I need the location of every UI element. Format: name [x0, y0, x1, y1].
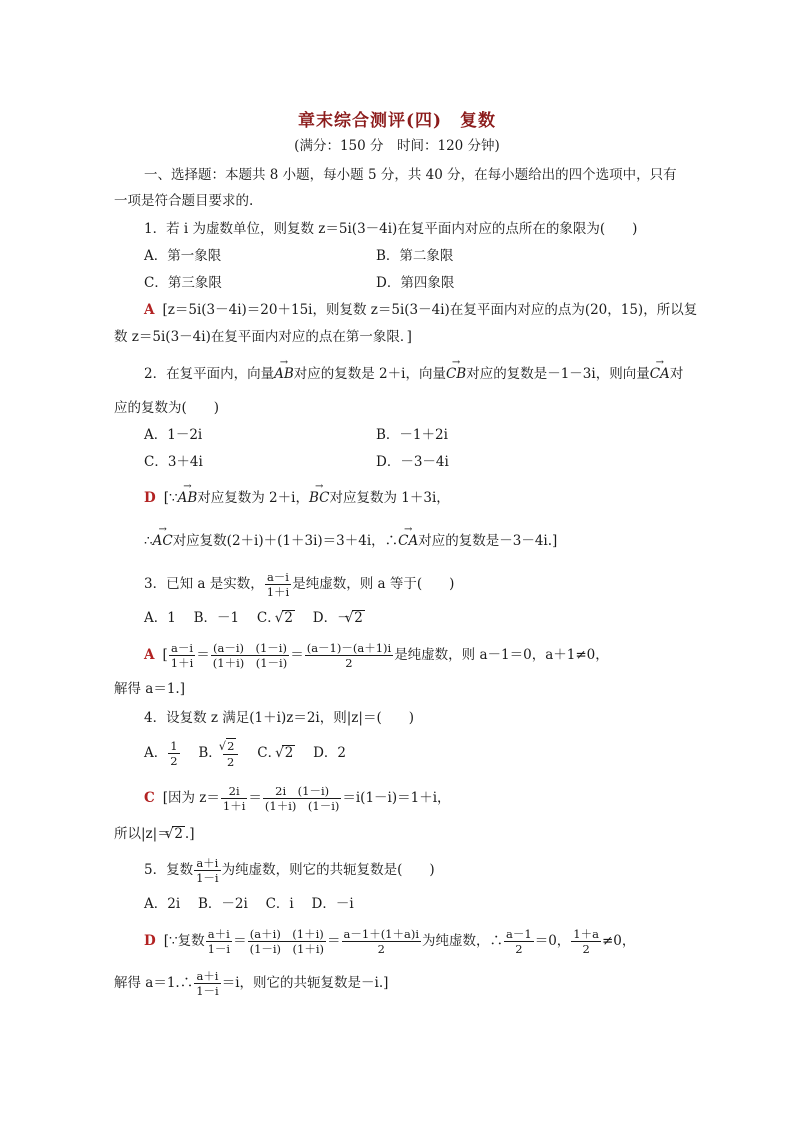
- q3-options: A．1 B．－1 C．√ 2 D．－√ 2: [144, 608, 365, 628]
- section-heading-cont: 一项是符合题目要求的.: [114, 193, 254, 209]
- q5-options: A．2i B．－2i C．i D．－i: [144, 896, 354, 912]
- page-title: 章末综合测评(四) 复数: [297, 111, 497, 131]
- q4-options: A． $\frac{1}{2}$ B． √ $\frac{2}{2}$ C．√ 2 D．2: [144, 738, 346, 769]
- q5-stem: 5．复数 $\frac{a+i}{1-i}$ 为纯虚数，则它的共轭复数是( ): [144, 856, 435, 885]
- q2-option-a: A．1－2i: [144, 427, 203, 443]
- vector-ac: → AC: [153, 531, 173, 551]
- q4-answer: C: [144, 790, 155, 806]
- q3-solution-cont: 解得 a＝1.]: [114, 681, 185, 697]
- q3-answer: A: [144, 647, 155, 663]
- vector-bc: → BC: [309, 488, 330, 508]
- q1-answer: A: [144, 302, 155, 318]
- q1-option-b: B．第二象限: [376, 248, 454, 264]
- q1-option-d: D．第四象限: [376, 275, 455, 291]
- q1-stem: 1．若 i 为虚数单位，则复数 z＝5i(3－4i)在复平面内对应的点所在的象限为( ): [144, 221, 638, 237]
- q5-solution: D [∵复数 $\frac{a+i}{1-i}$ ＝ $\frac{(a+i) (1+i)}{(1-i) (1+i)}$ ＝ $\frac{a-1+(1+a)i}{2}$ 为纯虚数，∴ $\frac{a-1}{2}$ ＝0， $\frac{1+a}{2}$ ≠0，: [144, 927, 636, 956]
- q1-option-a: A．第一象限: [144, 248, 222, 264]
- q3-stem: 3．已知 a 是实数， $\frac{a-i}{1+i}$ 是纯虚数，则 a 等于( ): [144, 570, 455, 599]
- q2-stem-cont: 应的复数为( ): [114, 400, 220, 416]
- q2-solution: D [∵→ AB对应复数为 2＋i，→ BC对应复数为 1＋3i，: [144, 488, 450, 508]
- q1-solution: A [z＝5i(3－4i)＝20＋15i，则复数 z＝5i(3－4i)在复平面内对应的点为(20，15)，所以复: [144, 302, 698, 318]
- q2-answer: D: [144, 490, 156, 506]
- vector-ca: → CA: [650, 364, 670, 384]
- q2-option-b: B．－1＋2i: [376, 427, 448, 443]
- q2-option-c: C．3＋4i: [144, 454, 203, 470]
- vector-cb: → CB: [446, 364, 466, 384]
- q4-solution-cont: 所以|z|＝√ 2 .]: [114, 824, 194, 844]
- vector-ab: → AB: [274, 364, 294, 384]
- q4-solution: C [因为 z＝ $\frac{2i}{1+i}$ ＝ $\frac{2i (1-i)}{(1+i) (1-i)}$ ＝i(1－i)＝1＋i，: [144, 784, 451, 813]
- q2-option-d: D．－3－4i: [376, 454, 449, 470]
- q3-solution: A [ $\frac{a-i}{1+i}$ ＝ $\frac{(a-i) (1-i)}{(1+i) (1-i)}$ ＝ $\frac{(a-1)-(a+1)i}{2}$ 是纯虚数，则 a－1＝0，a＋1≠0，: [144, 641, 609, 670]
- q1-solution-cont: 数 z＝5i(3－4i)在复平面内对应的点在第一象限．]: [114, 329, 412, 345]
- q4-stem: 4．设复数 z 满足(1＋i)z＝2i，则|z|＝( ): [144, 710, 414, 726]
- q2-solution-cont: ∴→ AC对应复数(2＋i)＋(1＋3i)＝3＋4i，∴→ CA对应的复数是－3－4i.]: [144, 531, 557, 551]
- q2-stem: 2．在复平面内，向量→ AB对应的复数是 2＋i，向量→ CB对应的复数是－1－3i，则向量→ CA对: [144, 364, 683, 384]
- q1-option-c: C．第三象限: [144, 275, 222, 291]
- section-heading: 一、选择题：本题共 8 小题，每小题 5 分，共 40 分，在每小题给出的四个选项中，只有: [144, 167, 677, 183]
- exam-info: (满分：150 分 时间：120 分钟): [294, 138, 500, 154]
- q5-answer: D: [144, 933, 156, 949]
- q5-solution-cont: 解得 a＝1.∴ $\frac{a+i}{1-i}$ ＝i，则它的共轭复数是－i.]: [114, 969, 389, 998]
